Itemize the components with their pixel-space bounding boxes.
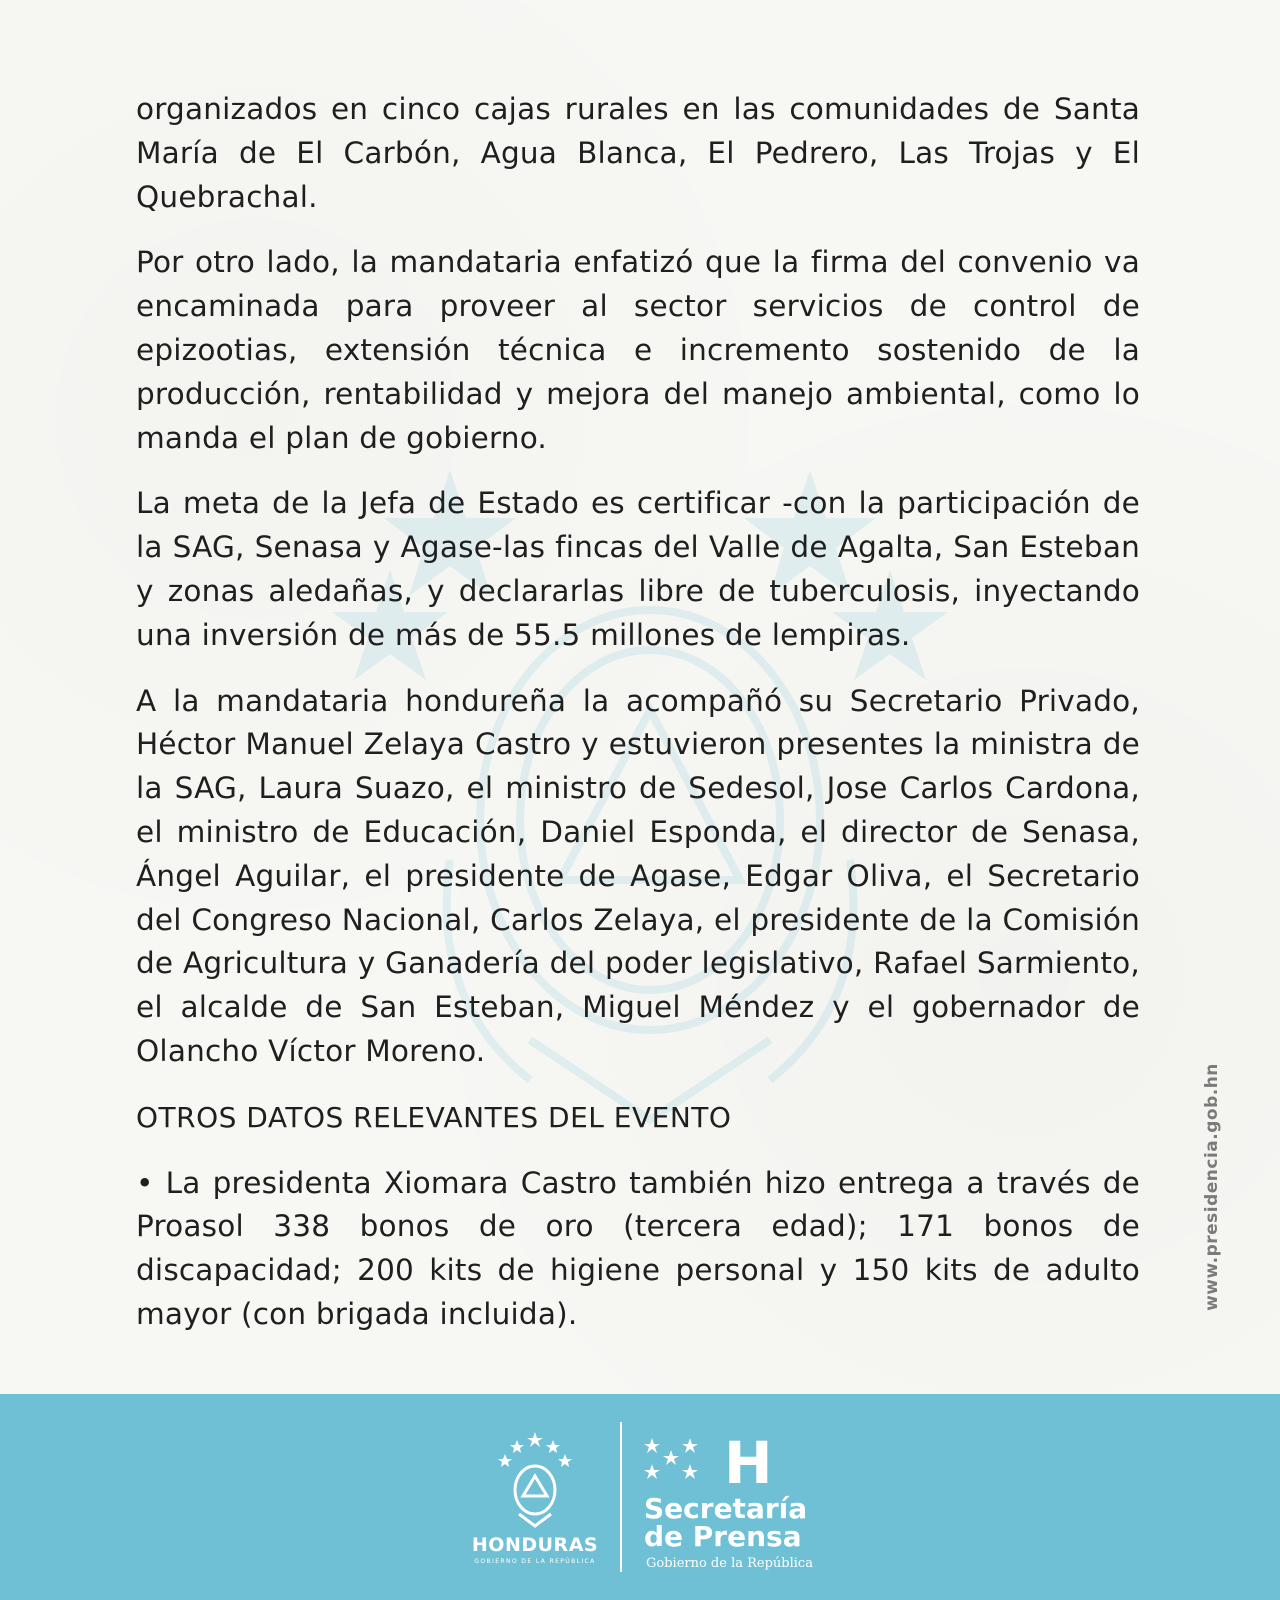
article-body xyxy=(136,88,1140,1359)
logo-title-line2: de Prensa xyxy=(644,1520,802,1553)
logo-brand-subtext: GOBIERNO DE LA REPÚBLICA xyxy=(474,1558,596,1565)
honduras-government-logo xyxy=(462,1430,608,1580)
logo-title-line1: Secretaría xyxy=(644,1492,808,1525)
footer-divider xyxy=(620,1422,622,1572)
footer-bar xyxy=(0,1394,1280,1600)
article-paragraph: La meta de la Jefa de Estado es certificar -con la participación de la SAG, Senasa y Agase-las fincas del Valle de Agalta, San Esteban y zonas aledañas, y declararlas libre de tuberculosis, inyectando una inversión de más de 55.5 millones de lempiras. xyxy=(136,486,1140,652)
article-paragraph: Por otro lado, la mandataria enfatizó que la firma del convenio va encaminada para proveer al sector servicios de control de epizootias, extensión técnica e incremento sostenido de la producción, rentabilidad y mejora del manejo ambiental, como lo manda el plan de gobierno. xyxy=(136,245,1140,455)
stars-icon xyxy=(644,1436,720,1490)
article-paragraph: A la mandataria hondureña la acompañó su Secretario Privado, Héctor Manuel Zelaya Castro y estuvieron presentes la ministra de la SAG, Laura Suazo, el ministro de Sedesol, Jose Carlos Cardona, el ministro de Educación, Daniel Esponda, el director de Senasa, Ángel Aguilar, el presidente de Agase, Edgar Oliva, el Secretario del Congreso Nacional, Carlos Zelaya, el presidente de la Comisión de Agricultura y Ganadería del poder legislativo, Rafael Sarmiento, el alcalde de San Esteban, Miguel Méndez y el gobernador de Olancho Víctor Moreno. xyxy=(136,683,1140,1068)
coat-of-arms-icon xyxy=(495,1430,575,1530)
logo-subtitle: Gobierno de la República xyxy=(646,1556,813,1571)
website-url: www.presidencia.gob.hn xyxy=(1202,1063,1222,1311)
h-logo-mark: H xyxy=(724,1429,773,1497)
bullet-paragraph: • La presidenta Xiomara Castro también hizo entrega a través de Proasol 338 bonos de oro (tercera edad); 171 bonos de discapacidad; 200 kits de higiene personal y 150 kits de adulto mayor (con brigada incluida). xyxy=(136,1165,1140,1331)
side-url-container xyxy=(1196,1063,1228,1311)
section-heading: OTROS DATOS RELEVANTES DEL EVENTO xyxy=(136,1100,732,1134)
logo-brand-text: HONDURAS xyxy=(471,1534,599,1556)
secretaria-prensa-logo xyxy=(644,1429,844,1576)
article-paragraph: organizados en cinco cajas rurales en las comunidades de Santa María de El Carbón, Agua Blanca, El Pedrero, Las Trojas y El Quebrachal. xyxy=(136,92,1140,214)
